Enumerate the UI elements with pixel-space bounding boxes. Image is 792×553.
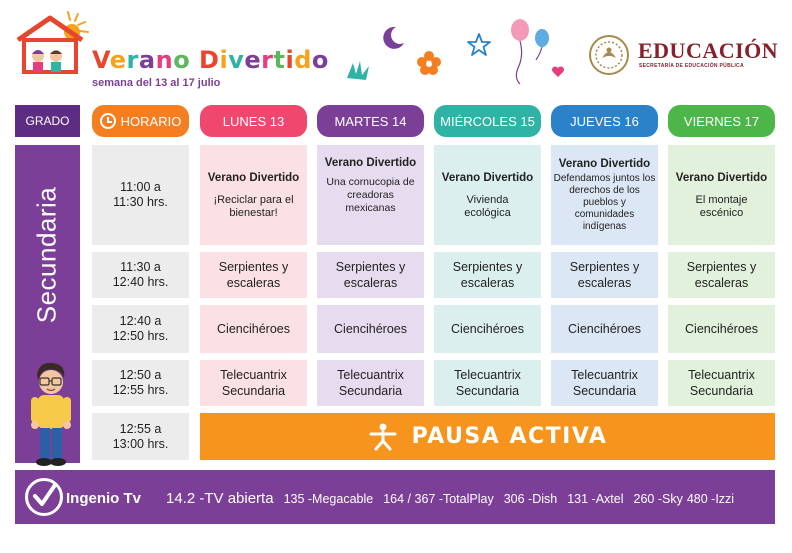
horario-header [92, 105, 189, 137]
day-header-thursday: JUEVES 16 [551, 105, 658, 137]
splash-icon [344, 58, 372, 82]
ingenio-check-icon [25, 478, 63, 516]
program-cell-friday [668, 305, 775, 353]
program-topic: Defendamos juntos los derechos de los pueblos y comunidades indígenas [553, 173, 656, 232]
program-title: Verano Divertido [324, 157, 417, 169]
program-cell-friday [668, 252, 775, 298]
program-cell-thursday [551, 252, 658, 298]
program-title: Verano Divertido [207, 171, 300, 184]
day-header-wednesday: MIÉRCOLES 15 [434, 105, 541, 137]
program-cell-monday [200, 145, 307, 245]
grade-label: Secundaria [31, 186, 62, 324]
flower-icon [416, 50, 442, 76]
day-header-tuesday: MARTES 14 [317, 105, 424, 137]
program-cell-thursday [551, 360, 658, 406]
moon-icon [378, 24, 406, 50]
program-title: Serpientes y escaleras [218, 260, 289, 290]
pausa-activa-label: PAUSA ACTIVA [411, 424, 608, 449]
mexico-seal-icon [588, 34, 630, 76]
program-cell-thursday [551, 145, 658, 245]
program-title: Verano Divertido [558, 158, 651, 170]
ingenio-tv-brand: Ingenio Tv [66, 490, 141, 507]
pausa-activa-banner [200, 413, 775, 460]
heart-icon [551, 66, 565, 78]
program-topic: ¡Reciclar para el bienestar! [213, 193, 294, 219]
program-cell-tuesday [317, 252, 424, 298]
program-title: Verano Divertido [675, 171, 768, 184]
time-slot: 11:00 a 11:30 hrs. [92, 145, 189, 245]
program-cell-wednesday [434, 305, 541, 353]
page-title: Verano Divertido [92, 46, 329, 74]
program-title: Serpientes y escaleras [686, 260, 757, 290]
exercise-icon [368, 422, 398, 452]
program-title: Serpientes y escaleras [452, 260, 523, 290]
program-title: Telecuantrix Secundaria [220, 368, 287, 398]
education-logo-subtext: SECRETARÍA DE EDUCACIÓN PÚBLICA [639, 63, 744, 69]
day-header-monday: LUNES 13 [200, 105, 307, 137]
program-cell-wednesday [434, 252, 541, 298]
program-cell-friday [668, 360, 775, 406]
channel-item: 164 / 367 -TotalPlay [383, 492, 494, 506]
education-logo-text: EDUCACIÓN [638, 38, 779, 63]
house-logo-icon [12, 8, 97, 78]
grado-header: GRADO [15, 105, 80, 137]
horario-label: HORARIO [120, 113, 182, 129]
time-slot: 11:30 a 12:40 hrs. [92, 252, 189, 298]
program-topic: Vivienda ecológica [464, 193, 511, 219]
day-header-friday: VIERNES 17 [668, 105, 775, 137]
program-cell-wednesday [434, 360, 541, 406]
program-cell-tuesday [317, 145, 424, 245]
program-cell-wednesday [434, 145, 541, 245]
program-title: Ciencihéroes [568, 322, 641, 336]
program-cell-monday [200, 252, 307, 298]
time-slot: 12:50 a 12:55 hrs. [92, 360, 189, 406]
program-cell-monday [200, 360, 307, 406]
time-slot: 12:55 a 13:00 hrs. [92, 413, 189, 460]
channel-item: 135 -Megacable [283, 492, 374, 506]
program-title: Ciencihéroes [685, 322, 758, 336]
program-title: Serpientes y escaleras [569, 260, 640, 290]
main-channel: 14.2 -TV abierta [166, 490, 274, 507]
star-icon [466, 32, 492, 58]
program-cell-thursday [551, 305, 658, 353]
time-slot: 12:40 a 12:50 hrs. [92, 305, 189, 353]
channel-item: 131 -Axtel [567, 492, 624, 506]
program-title: Serpientes y escaleras [335, 260, 406, 290]
program-title: Telecuantrix Secundaria [454, 368, 521, 398]
channel-item: 480 -Izzi [686, 492, 735, 506]
program-cell-tuesday [317, 360, 424, 406]
program-cell-tuesday [317, 305, 424, 353]
program-title: Telecuantrix Secundaria [688, 368, 755, 398]
clock-icon [100, 113, 116, 129]
channel-item: 306 -Dish [503, 492, 558, 506]
program-title: Telecuantrix Secundaria [337, 368, 404, 398]
channel-item: 260 -Sky [633, 492, 683, 506]
program-title: Ciencihéroes [217, 322, 290, 336]
channel-list [166, 490, 734, 507]
program-title: Verano Divertido [441, 171, 534, 184]
program-topic: El montaje escénico [695, 193, 748, 219]
program-cell-friday [668, 145, 775, 245]
program-cell-monday [200, 305, 307, 353]
week-subtitle: semana del 13 al 17 julio [92, 77, 221, 89]
student-character-icon [26, 360, 76, 468]
program-title: Ciencihéroes [451, 322, 524, 336]
program-title: Telecuantrix Secundaria [571, 368, 638, 398]
program-topic: Una cornucopia de creadoras mexicanas [326, 176, 415, 214]
program-title: Ciencihéroes [334, 322, 407, 336]
